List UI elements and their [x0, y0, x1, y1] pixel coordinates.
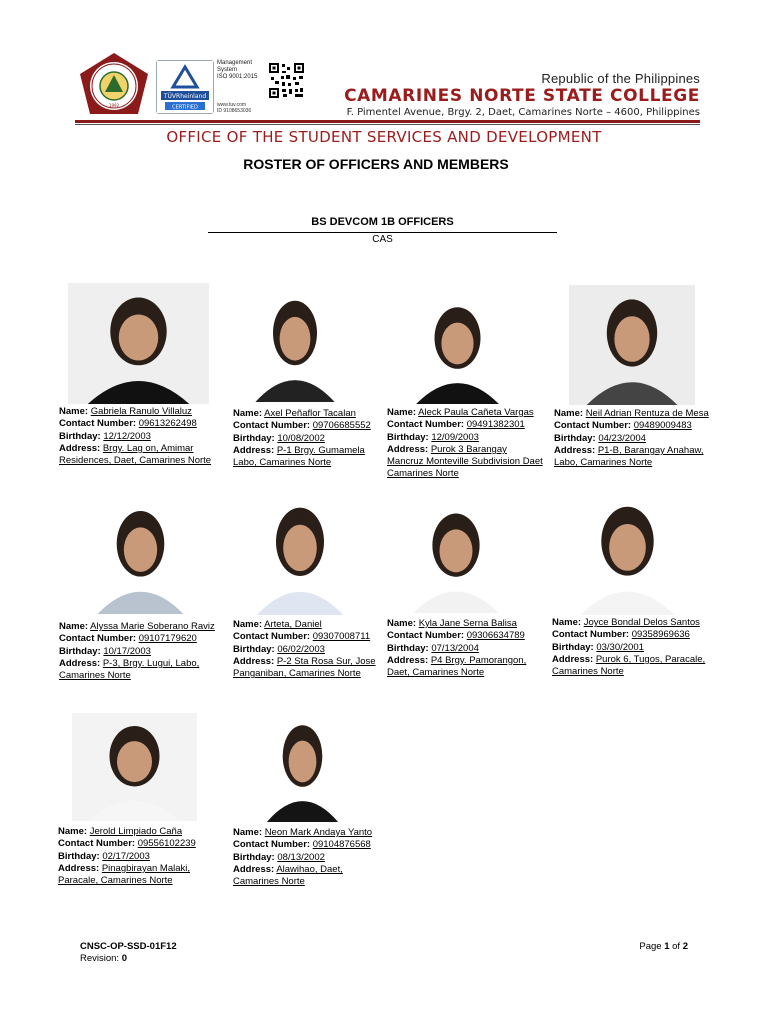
college-address: F. Pimentel Avenue, Brgy. 2, Daet, Camarines Norte – 4600, Philippines — [346, 107, 700, 118]
member-birthday-value: 08/13/2002 — [277, 851, 325, 863]
office-title: OFFICE OF THE STUDENT SERVICES AND DEVELOPMENT — [166, 128, 602, 146]
member-name-row — [387, 407, 545, 419]
member-address-value: P-3, Brgy. Lugui, Labo, Camarines Norte — [59, 657, 200, 682]
member-contact-row — [233, 631, 391, 643]
member-name-row — [554, 408, 712, 420]
svg-text:TÜVRheinland: TÜVRheinland — [163, 93, 207, 100]
svg-text:CERTIFIED: CERTIFIED — [172, 104, 198, 111]
member-name-value: Neon Mark Andaya Yanto — [264, 827, 373, 838]
republic-heading: Republic of the Philippines — [541, 71, 700, 86]
member-birthday-row — [233, 644, 391, 656]
member-contact-label: Contact Number: — [387, 630, 465, 642]
member-address-row — [387, 444, 545, 481]
member-contact-row — [554, 420, 712, 432]
member-name-row — [59, 621, 217, 633]
tuv-certification-badge — [156, 60, 214, 114]
member-contact-label: Contact Number: — [552, 629, 630, 641]
member-address-label: Address: — [387, 443, 429, 455]
iso-url-text: www.tuv.com ID 9108653036 — [217, 102, 252, 114]
member-contact-label: Contact Number: — [59, 418, 137, 430]
member-name-row — [59, 406, 217, 418]
member-birthday-label: Birthday: — [387, 431, 429, 443]
member-address-label: Address: — [233, 444, 275, 456]
member-name-value: Kyla Jane Serna Balisa — [418, 618, 517, 629]
svg-text:1992: 1992 — [108, 103, 120, 108]
member-address-label: Address: — [233, 655, 275, 667]
member-info — [387, 407, 545, 481]
member-contact-value: 09307008711 — [312, 631, 371, 643]
college-name: CAMARINES NORTE STATE COLLEGE — [344, 86, 700, 106]
member-info — [58, 826, 216, 887]
revision-number: 0 — [121, 953, 128, 964]
member-birthday-label: Birthday: — [233, 851, 275, 863]
member-birthday-value: 07/13/2004 — [431, 642, 479, 654]
member-info — [59, 621, 217, 682]
member-address-label: Address: — [552, 653, 594, 665]
member-address-label: Address: — [233, 863, 275, 875]
member-name-value: Alyssa Marie Soberano Raviz — [90, 621, 215, 632]
member-contact-label: Contact Number: — [233, 420, 311, 432]
current-page: 1 — [664, 941, 670, 952]
member-name-row — [233, 619, 391, 631]
member-address-row — [552, 654, 710, 679]
member-info — [233, 619, 391, 680]
member-birthday-row — [59, 431, 217, 443]
member-address-value: Alawihao, Daet, Camarines Norte — [233, 863, 343, 888]
member-contact-value: 09556102239 — [137, 838, 196, 850]
member-name-value: Neil Adrian Rentuza de Mesa — [585, 408, 709, 419]
member-birthday-value: 02/17/2003 — [102, 850, 150, 862]
member-photo — [562, 492, 693, 615]
member-name-row — [233, 827, 391, 839]
page-label: Page — [639, 941, 662, 952]
member-address-label: Address: — [387, 654, 429, 666]
member-contact-value: 09306634789 — [466, 630, 525, 642]
member-birthday-value: 12/12/2003 — [103, 430, 151, 442]
member-name-value: Aleck Paula Cañeta Vargas — [418, 407, 534, 418]
member-info — [552, 617, 710, 678]
member-contact-label: Contact Number: — [233, 631, 311, 643]
member-contact-label: Contact Number: — [59, 633, 137, 645]
page-title: ROSTER OF OFFICERS AND MEMBERS — [243, 156, 509, 172]
header-divider-thin — [75, 124, 700, 125]
college-seal-logo — [78, 52, 150, 116]
member-contact-value: 09107179620 — [138, 633, 197, 645]
member-info — [233, 827, 391, 888]
member-info — [233, 408, 391, 469]
member-birthday-value: 04/23/2004 — [598, 432, 646, 444]
member-contact-value: 09706685552 — [312, 420, 371, 432]
section-title: BS DEVCOM 1B OFFICERS — [311, 216, 454, 228]
member-address-label: Address: — [554, 444, 596, 456]
member-name-row — [233, 408, 391, 420]
member-birthday-label: Birthday: — [58, 850, 100, 862]
revision-label: Revision: — [80, 953, 120, 964]
member-birthday-value: 10/17/2003 — [103, 645, 151, 657]
member-name-label: Name: — [233, 619, 263, 630]
member-birthday-row — [58, 851, 216, 863]
of-label: of — [672, 941, 681, 952]
total-pages: 2 — [682, 941, 688, 952]
member-address-row — [387, 655, 545, 680]
member-contact-row — [233, 420, 391, 432]
member-birthday-label: Birthday: — [59, 645, 101, 657]
member-name-value: Jerold Limpiado Caña — [89, 826, 183, 837]
member-birthday-label: Birthday: — [387, 642, 429, 654]
member-name-label: Name: — [233, 827, 263, 838]
member-address-row — [58, 863, 216, 888]
member-birthday-value: 06/02/2003 — [277, 643, 325, 655]
member-contact-label: Contact Number: — [554, 420, 632, 432]
member-contact-row — [387, 419, 545, 431]
member-address-value: Pinagbirayan Malaki, Paracale, Camarines Norte — [58, 862, 191, 887]
member-birthday-row — [387, 643, 545, 655]
member-address-row — [59, 658, 217, 683]
member-contact-label: Contact Number: — [58, 838, 136, 850]
member-contact-row — [387, 630, 545, 642]
member-photo — [68, 283, 209, 404]
member-birthday-row — [387, 432, 545, 444]
member-birthday-label: Birthday: — [233, 643, 275, 655]
member-birthday-label: Birthday: — [233, 432, 275, 444]
member-address-label: Address: — [59, 442, 101, 454]
member-birthday-value: 12/09/2003 — [431, 431, 479, 443]
member-photo — [81, 497, 200, 614]
member-address-row — [59, 443, 217, 468]
member-birthday-value: 10/08/2002 — [277, 432, 325, 444]
member-contact-row — [233, 839, 391, 851]
member-address-row — [233, 445, 391, 470]
member-photo — [253, 712, 352, 822]
member-contact-label: Contact Number: — [387, 419, 465, 431]
member-birthday-row — [554, 433, 712, 445]
member-photo — [569, 285, 695, 405]
form-code: CNSC-OP-SSD-01F12 — [80, 941, 177, 952]
revision-info — [80, 953, 127, 964]
member-birthday-value: 03/30/2001 — [596, 641, 644, 653]
member-name-label: Name: — [233, 408, 263, 419]
member-address-row — [233, 656, 391, 681]
member-address-value: P-2 Sta Rosa Sur, Jose Panganiban, Camarines Norte — [233, 655, 376, 680]
member-name-label: Name: — [554, 408, 584, 419]
member-address-row — [233, 864, 391, 889]
member-name-label: Name: — [59, 621, 89, 632]
member-birthday-label: Birthday: — [59, 430, 101, 442]
member-photo — [72, 713, 197, 821]
member-address-value: Brgy. Lag on, Amimar Residences, Daet, Camarines Norte — [59, 442, 212, 467]
member-address-value: P4 Brgy. Pamorangon, Daet, Camarines Norte — [387, 654, 527, 679]
member-name-value: Gabriela Ranulo Villaluz — [90, 406, 192, 417]
member-birthday-label: Birthday: — [552, 641, 594, 653]
member-address-value: P1-B, Barangay Anahaw, Labo, Camarines Norte — [554, 444, 704, 469]
member-contact-value: 09104876568 — [312, 839, 371, 851]
member-name-label: Name: — [387, 618, 417, 629]
member-info — [554, 408, 712, 469]
member-name-label: Name: — [59, 406, 89, 417]
member-contact-value: 09613262498 — [138, 418, 197, 430]
member-contact-row — [59, 418, 217, 430]
member-name-label: Name: — [387, 407, 417, 418]
iso-standard-text: Management System ISO 9001:2015 — [217, 60, 258, 80]
member-name-row — [58, 826, 216, 838]
member-contact-value: 09358969636 — [631, 629, 690, 641]
member-name-value: Joyce Bondal Delos Santos — [583, 617, 700, 628]
member-name-value: Axel Peñaflor Tacalan — [264, 408, 356, 419]
member-name-label: Name: — [58, 826, 88, 837]
section-underline — [208, 232, 557, 233]
member-address-value: Purok 3 Barangay Mancruz Monteville Subdivision Daet Camarines Norte — [387, 443, 543, 480]
member-birthday-row — [59, 646, 217, 658]
page-number — [639, 941, 688, 952]
member-name-row — [387, 618, 545, 630]
member-contact-label: Contact Number: — [233, 839, 311, 851]
member-info — [387, 618, 545, 679]
member-contact-row — [552, 629, 710, 641]
member-birthday-row — [552, 642, 710, 654]
member-photo — [240, 493, 360, 615]
member-birthday-row — [233, 433, 391, 445]
member-contact-row — [58, 838, 216, 850]
qr-code-icon — [268, 62, 305, 99]
member-photo — [400, 294, 515, 404]
header-divider — [75, 120, 700, 123]
member-photo — [240, 287, 350, 402]
member-address-label: Address: — [58, 862, 100, 874]
member-address-row — [554, 445, 712, 470]
member-name-label: Name: — [552, 617, 582, 628]
member-address-label: Address: — [59, 657, 101, 669]
member-contact-row — [59, 633, 217, 645]
member-name-row — [552, 617, 710, 629]
department-label: CAS — [372, 234, 393, 245]
member-address-value: P-1 Brgy. Gumamela Labo, Camarines Norte — [233, 444, 365, 469]
member-contact-value: 09489009483 — [633, 420, 692, 432]
member-info — [59, 406, 217, 467]
member-address-value: Purok 6, Tugos, Paracale, Camarines Norte — [552, 653, 706, 678]
member-birthday-label: Birthday: — [554, 432, 596, 444]
member-photo — [397, 500, 515, 613]
member-name-value: Arteta, Daniel — [264, 619, 322, 630]
member-birthday-row — [233, 852, 391, 864]
member-contact-value: 09491382301 — [466, 419, 525, 431]
